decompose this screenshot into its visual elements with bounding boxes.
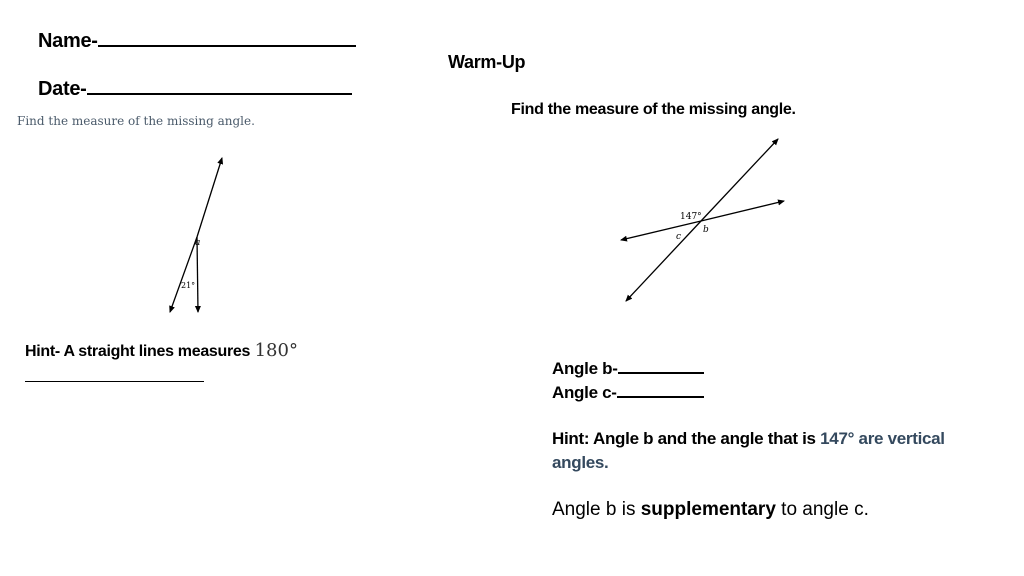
angle-b-label: b xyxy=(703,225,709,235)
line2-ray-right xyxy=(701,201,784,221)
name-blank[interactable] xyxy=(98,27,356,47)
left-angle-diagram xyxy=(150,150,240,320)
line2-ray-left xyxy=(621,221,701,240)
right-hint-text: Hint: Angle b and the angle that is xyxy=(552,429,816,448)
note-after: to angle c. xyxy=(781,499,869,520)
left-hint xyxy=(25,340,298,361)
note-before: Angle b is xyxy=(552,499,636,520)
angle-147-label: 147° xyxy=(680,212,702,222)
left-answer-blank[interactable] xyxy=(25,381,204,382)
right-instruction: Find the measure of the missing angle. xyxy=(511,101,796,118)
answer-b xyxy=(552,356,704,379)
left-instruction: Find the measure of the missing angle. xyxy=(17,114,255,128)
answer-c xyxy=(552,380,704,403)
answer-b-label: Angle b- xyxy=(552,359,618,378)
angle-21-label: 21° xyxy=(181,281,196,290)
right-angle-diagram xyxy=(610,130,800,310)
date-label: Date- xyxy=(38,78,87,100)
ray-up xyxy=(197,158,222,237)
date-blank[interactable] xyxy=(87,75,352,95)
supplementary-note xyxy=(552,499,869,521)
right-hint xyxy=(552,427,1002,475)
answer-c-blank[interactable] xyxy=(617,380,704,398)
left-hint-value: 180° xyxy=(254,340,298,361)
answer-c-label: Angle c- xyxy=(552,383,617,402)
note-bold: supplementary xyxy=(640,499,776,520)
line1-ray-down xyxy=(626,221,701,301)
answer-b-blank[interactable] xyxy=(618,356,704,374)
ray-down xyxy=(195,237,201,312)
ray-down-left xyxy=(170,237,197,312)
name-label: Name- xyxy=(38,30,98,52)
date-field xyxy=(38,75,352,101)
angle-a-label: a xyxy=(195,238,201,248)
left-hint-text: Hint- A straight lines measures xyxy=(25,343,251,360)
right-hint-highlight: 147° are vertical angles. xyxy=(552,429,945,472)
name-field xyxy=(38,27,356,53)
line1-ray-up xyxy=(701,139,778,221)
page-title: Warm-Up xyxy=(448,52,526,72)
angle-c-label: c xyxy=(676,232,682,242)
